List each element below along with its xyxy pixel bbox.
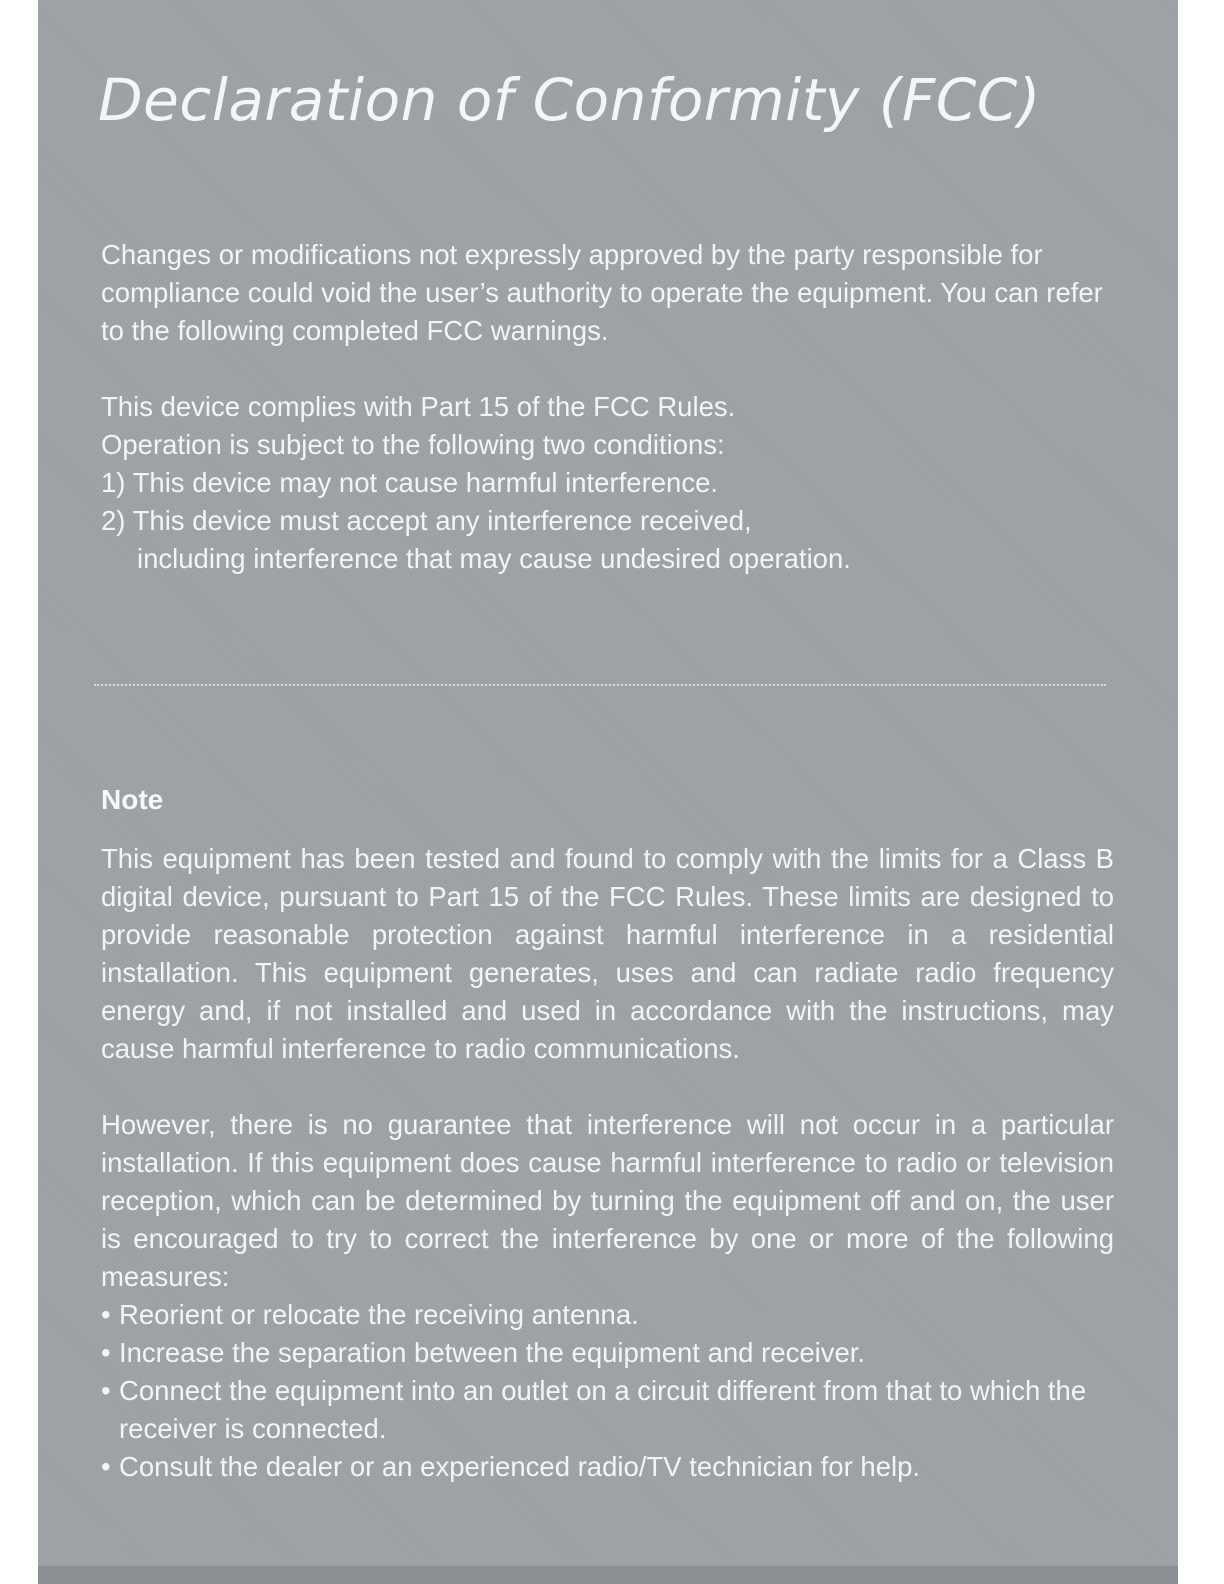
measure-text: Increase the separation between the equipment and receiver. bbox=[119, 1337, 866, 1368]
bullet-icon: • bbox=[101, 1451, 111, 1482]
measure-text: Connect the equipment into an outlet on a circuit different from that to which the receiver is connected. bbox=[119, 1375, 1087, 1444]
condition-1: 1) This device may not cause harmful interference. bbox=[101, 467, 719, 498]
intro-paragraph: Changes or modifications not expressly approved by the party responsible for compliance could void the user’s authority to operate the equipment. You can refer to the following completed FCC warnings. bbox=[101, 239, 1103, 346]
compliance-line-2: Operation is subject to the following two conditions: bbox=[101, 429, 725, 460]
note-paragraph-1: This equipment has been tested and found to comply with the limits for a Class B digital device, pursuant to Part 15 of the FCC Rules. These limits are designed to provide reasonable protection against harmful interference in a residential installation. This equipment generates, uses and can radiate radio frequency energy and, if not installed and used in accordance with the instructions, may cause harmful interference to radio communications. bbox=[101, 843, 1114, 1064]
list-item bbox=[101, 1334, 1116, 1372]
list-item bbox=[101, 1448, 1116, 1486]
list-item bbox=[101, 1372, 1116, 1448]
measure-text: Reorient or relocate the receiving antenna. bbox=[119, 1299, 639, 1330]
note-heading: Note bbox=[101, 784, 164, 815]
bottom-edge-strip bbox=[38, 1566, 1178, 1584]
measure-text: Consult the dealer or an experienced radio/TV technician for help. bbox=[119, 1451, 921, 1482]
compliance-statement bbox=[101, 388, 1116, 578]
compliance-line-1: This device complies with Part 15 of the FCC Rules. bbox=[101, 391, 736, 422]
bullet-icon: • bbox=[101, 1375, 111, 1406]
section-divider bbox=[94, 684, 1106, 686]
condition-2: 2) This device must accept any interference received, bbox=[101, 505, 752, 536]
list-item bbox=[101, 1296, 1116, 1334]
bullet-icon: • bbox=[101, 1299, 111, 1330]
note-paragraph-2: However, there is no guarantee that interference will not occur in a particular installation. If this equipment does cause harmful interference to radio or television reception, which can be determined by turning the equipment off and on, the user is encouraged to try to correct the interference by one or more of the following measures: bbox=[101, 1109, 1114, 1292]
condition-2-continued: including interference that may cause undesired operation. bbox=[137, 543, 851, 574]
page-title: Declaration of Conformity (FCC) bbox=[98, 66, 1041, 134]
bullet-icon: • bbox=[101, 1337, 111, 1368]
measures-list bbox=[101, 1296, 1116, 1486]
